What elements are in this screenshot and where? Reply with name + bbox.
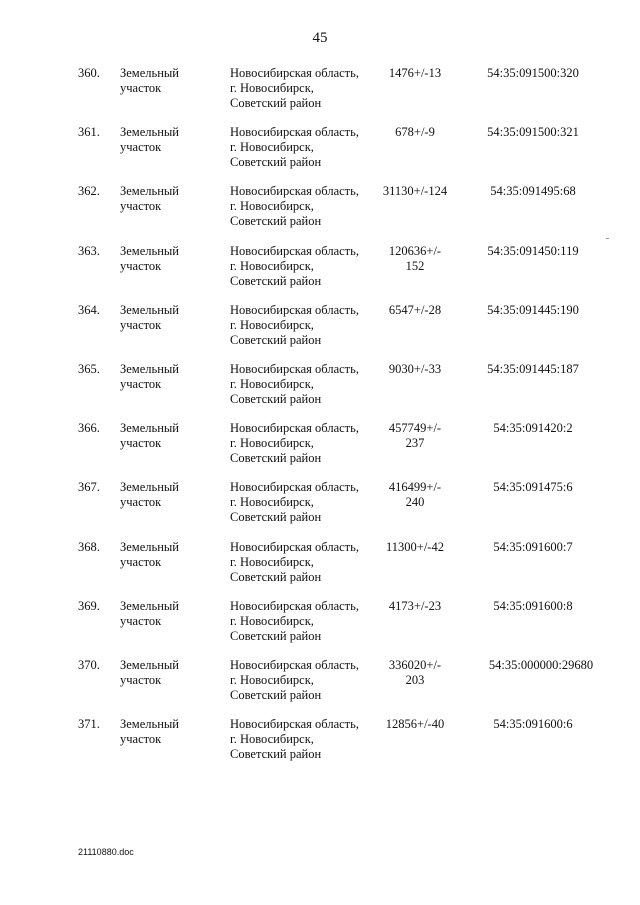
- area-line: 120636+/-: [388, 243, 442, 258]
- object-type-line: участок: [120, 554, 162, 569]
- object-type: [120, 421, 220, 451]
- address: [230, 540, 380, 585]
- row-number: 369.: [78, 598, 100, 613]
- row-number: 366.: [78, 421, 100, 436]
- object-type-line: участок: [120, 258, 162, 273]
- records-table: [0, 66, 640, 776]
- address-line: Советский район: [230, 332, 322, 347]
- object-type-line: участок: [120, 317, 162, 332]
- table-row: [0, 303, 640, 362]
- row-number: 371.: [78, 717, 100, 732]
- table-row: [0, 540, 640, 599]
- area-line: 416499+/-: [388, 480, 442, 495]
- address-line: г. Новосибирск,: [230, 258, 314, 273]
- object-type-line: участок: [120, 613, 162, 628]
- area-line: 9030+/-33: [388, 361, 442, 376]
- object-type: [120, 540, 220, 570]
- area-line: 6547+/-28: [388, 302, 442, 317]
- address-line: Новосибирская область,: [230, 598, 359, 613]
- area-line: 31130+/-124: [382, 184, 448, 199]
- address: [230, 480, 380, 525]
- address-line: Новосибирская область,: [230, 717, 359, 732]
- address-line: Советский район: [230, 687, 322, 702]
- area: [372, 184, 458, 199]
- address-line: Советский район: [230, 214, 322, 229]
- cadastral-number: 54:35:091445:190: [487, 302, 579, 317]
- address-line: Новосибирская область,: [230, 361, 359, 376]
- address: [230, 66, 380, 111]
- object-type-line: Земельный: [120, 302, 179, 317]
- object-type-line: Земельный: [120, 184, 179, 199]
- cadastral-number: 54:35:000000:29680: [488, 657, 594, 672]
- area: [372, 540, 458, 555]
- address-line: Новосибирская область,: [230, 243, 359, 258]
- address-line: Новосибирская область,: [230, 421, 359, 436]
- object-type-line: Земельный: [120, 598, 179, 613]
- row-number: 363.: [78, 243, 100, 258]
- object-type-line: Земельный: [120, 539, 179, 554]
- table-row: [0, 421, 640, 480]
- address: [230, 658, 380, 703]
- area: [372, 66, 458, 81]
- object-type-line: Земельный: [120, 361, 179, 376]
- address-line: г. Новосибирск,: [230, 554, 314, 569]
- address-line: Советский район: [230, 96, 322, 110]
- address-line: г. Новосибирск,: [230, 436, 314, 451]
- object-type: [120, 480, 220, 510]
- area: [372, 658, 458, 688]
- address-line: Новосибирская область,: [230, 539, 359, 554]
- address-line: Советский район: [230, 451, 322, 466]
- table-row: [0, 362, 640, 421]
- cadastral-number: 54:35:091600:6: [493, 717, 573, 732]
- address-line: Советский район: [230, 747, 322, 762]
- table-row: [0, 658, 640, 717]
- cadastral-number: 54:35:091420:2: [493, 421, 573, 436]
- cadastral-number: 54:35:091445:187: [487, 361, 579, 376]
- address-line: Советский район: [230, 273, 322, 288]
- area: [372, 125, 458, 140]
- object-type-line: участок: [120, 436, 162, 451]
- object-type: [120, 362, 220, 392]
- area-line: 4173+/-23: [388, 598, 442, 613]
- address-line: г. Новосибирск,: [230, 81, 314, 95]
- address-line: г. Новосибирск,: [230, 672, 314, 687]
- table-row: [0, 184, 640, 243]
- row-number: 365.: [78, 361, 100, 376]
- address-line: Новосибирская область,: [230, 302, 359, 317]
- cadastral-number: 54:35:091600:7: [493, 539, 573, 554]
- address: [230, 599, 380, 644]
- object-type-line: Земельный: [120, 480, 179, 495]
- object-type-line: участок: [120, 672, 162, 687]
- address-line: Советский район: [230, 391, 322, 406]
- object-type-line: участок: [120, 376, 162, 391]
- object-type: [120, 66, 220, 96]
- area-line: 336020+/-: [388, 657, 442, 672]
- area-line: 152: [405, 258, 425, 273]
- object-type-line: Земельный: [120, 66, 179, 80]
- address: [230, 362, 380, 407]
- object-type-line: Земельный: [120, 657, 179, 672]
- area: [372, 480, 458, 510]
- object-type-line: Земельный: [120, 717, 179, 732]
- area-line: 457749+/-: [388, 421, 442, 436]
- scan-mark: [606, 238, 609, 239]
- object-type-line: участок: [120, 81, 162, 95]
- object-type: [120, 244, 220, 274]
- address-line: Советский район: [230, 628, 322, 643]
- address-line: г. Новосибирск,: [230, 376, 314, 391]
- area: [372, 421, 458, 451]
- address: [230, 717, 380, 762]
- address-line: г. Новосибирск,: [230, 317, 314, 332]
- address-line: Новосибирская область,: [230, 125, 359, 140]
- address-line: Советский район: [230, 569, 322, 584]
- row-number: 364.: [78, 302, 100, 317]
- area: [372, 244, 458, 274]
- area-line: 1476+/-13: [388, 66, 442, 80]
- row-number: 370.: [78, 657, 100, 672]
- address-line: г. Новосибирск,: [230, 613, 314, 628]
- area-line: 203: [405, 672, 425, 687]
- table-row: [0, 599, 640, 658]
- area-line: 240: [405, 495, 425, 510]
- object-type: [120, 303, 220, 333]
- address: [230, 421, 380, 466]
- row-number: 360.: [78, 66, 100, 80]
- object-type: [120, 658, 220, 688]
- row-number: 368.: [78, 539, 100, 554]
- object-type: [120, 599, 220, 629]
- table-row: [0, 480, 640, 539]
- cadastral-number: 54:35:091475:6: [493, 480, 573, 495]
- area: [372, 362, 458, 377]
- cadastral-number: 54:35:091600:8: [493, 598, 573, 613]
- object-type-line: участок: [120, 140, 162, 155]
- table-row: [0, 66, 640, 125]
- address-line: г. Новосибирск,: [230, 732, 314, 747]
- area-line: 12856+/-40: [385, 717, 445, 732]
- address: [230, 184, 380, 229]
- table-row: [0, 125, 640, 184]
- object-type-line: участок: [120, 495, 162, 510]
- address-line: Новосибирская область,: [230, 657, 359, 672]
- area: [372, 303, 458, 318]
- object-type: [120, 125, 220, 155]
- object-type-line: участок: [120, 732, 162, 747]
- footer-filename: 21110880.doc: [78, 847, 134, 857]
- table-row: [0, 244, 640, 303]
- row-number: 367.: [78, 480, 100, 495]
- object-type-line: Земельный: [120, 125, 179, 140]
- address-line: Новосибирская область,: [230, 184, 359, 199]
- object-type-line: участок: [120, 199, 162, 214]
- cadastral-number: 54:35:091500:321: [487, 125, 579, 140]
- page-number: 45: [312, 30, 328, 46]
- cadastral-number: 54:35:091450:119: [487, 243, 579, 258]
- area-line: 678+/-9: [395, 125, 435, 140]
- row-number: 361.: [78, 125, 100, 140]
- address-line: г. Новосибирск,: [230, 495, 314, 510]
- area: [372, 717, 458, 732]
- row-number: 362.: [78, 184, 100, 199]
- address-line: Советский район: [230, 510, 322, 525]
- address: [230, 244, 380, 289]
- address: [230, 303, 380, 348]
- address-line: г. Новосибирск,: [230, 140, 314, 155]
- object-type-line: Земельный: [120, 421, 179, 436]
- area-line: 237: [405, 436, 425, 451]
- object-type: [120, 184, 220, 214]
- address: [230, 125, 380, 170]
- cadastral-number: 54:35:091495:68: [490, 184, 576, 199]
- address-line: Новосибирская область,: [230, 480, 359, 495]
- address-line: г. Новосибирск,: [230, 199, 314, 214]
- area-line: 11300+/-42: [386, 539, 444, 554]
- area: [372, 599, 458, 614]
- address-line: Новосибирская область,: [230, 66, 359, 80]
- cadastral-number: 54:35:091500:320: [487, 66, 579, 80]
- address-line: Советский район: [230, 155, 322, 170]
- object-type: [120, 717, 220, 747]
- object-type-line: Земельный: [120, 243, 179, 258]
- table-row: [0, 717, 640, 776]
